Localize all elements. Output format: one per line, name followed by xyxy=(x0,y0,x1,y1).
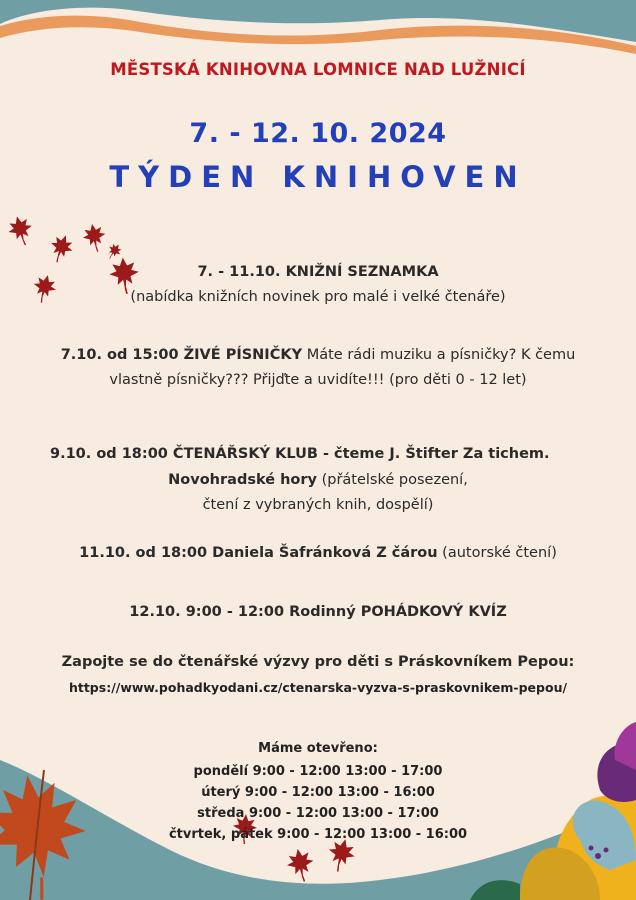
event-klub-title: 9.10. od 18:00 ČTENÁŘSKÝ KLUB - čteme J. Štifter Za tichem. xyxy=(50,446,550,462)
event-pisnicky-title: 7.10. od 15:00 ŽIVÉ PÍSNIČKY xyxy=(60,347,303,363)
event-klub-desc-2: čtení z vybraných knih, dospělí) xyxy=(202,497,434,513)
challenge-text: Zapojte se do čtenářské výzvy pro děti s Práskovníkem Pepou: xyxy=(61,654,575,670)
library-week-title: TÝDEN KNIHOVEN xyxy=(109,160,527,194)
event-cteni-line xyxy=(0,545,636,561)
hours-tuesday: úterý 9:00 - 12:00 13:00 - 16:00 xyxy=(201,785,435,800)
event-cteni-title: 11.10. od 18:00 Daniela Šafránková Z čárou xyxy=(79,545,438,561)
hours-thursday-friday: čtvrtek, pátek 9:00 - 12:00 13:00 - 16:00 xyxy=(168,827,468,842)
event-pisnicky-desc-2: vlastně písničky??? Přijďte a uvidíte!!! (pro děti 0 - 12 let) xyxy=(109,372,527,388)
hours-wednesday: středa 9:00 - 12:00 13:00 - 17:00 xyxy=(197,806,439,821)
hours-monday: pondělí 9:00 - 12:00 13:00 - 17:00 xyxy=(193,764,443,779)
event-klub-title-2: Novohradské hory xyxy=(168,472,317,488)
event-cteni-desc: (autorské čtení) xyxy=(437,545,557,561)
library-name-header: MĚSTSKÁ KNIHOVNA LOMNICE NAD LUŽNICÍ xyxy=(110,60,526,79)
challenge-url[interactable]: https://www.pohadkyodani.cz/ctenarska-vyzva-s-praskovnikem-pepou/ xyxy=(68,680,568,695)
event-pisnicky-desc-1: Máte rádi muziku a písničky? K čemu xyxy=(302,347,576,363)
event-klub-line-2 xyxy=(0,472,636,488)
event-seznamka-title: 7. - 11.10. KNIŽNÍ SEZNAMKA xyxy=(197,264,439,280)
event-pisnicky-line-1 xyxy=(0,347,636,363)
event-kviz-title: 12.10. 9:00 - 12:00 Rodinný POHÁDKOVÝ KVÍZ xyxy=(129,604,507,620)
event-klub-desc-1: (přátelské posezení, xyxy=(316,472,468,488)
opening-hours-title: Máme otevřeno: xyxy=(258,741,378,756)
event-seznamka-desc: (nabídka knižních novinek pro malé i velké čtenáře) xyxy=(130,289,506,305)
event-dates-title: 7. - 12. 10. 2024 xyxy=(189,118,447,149)
